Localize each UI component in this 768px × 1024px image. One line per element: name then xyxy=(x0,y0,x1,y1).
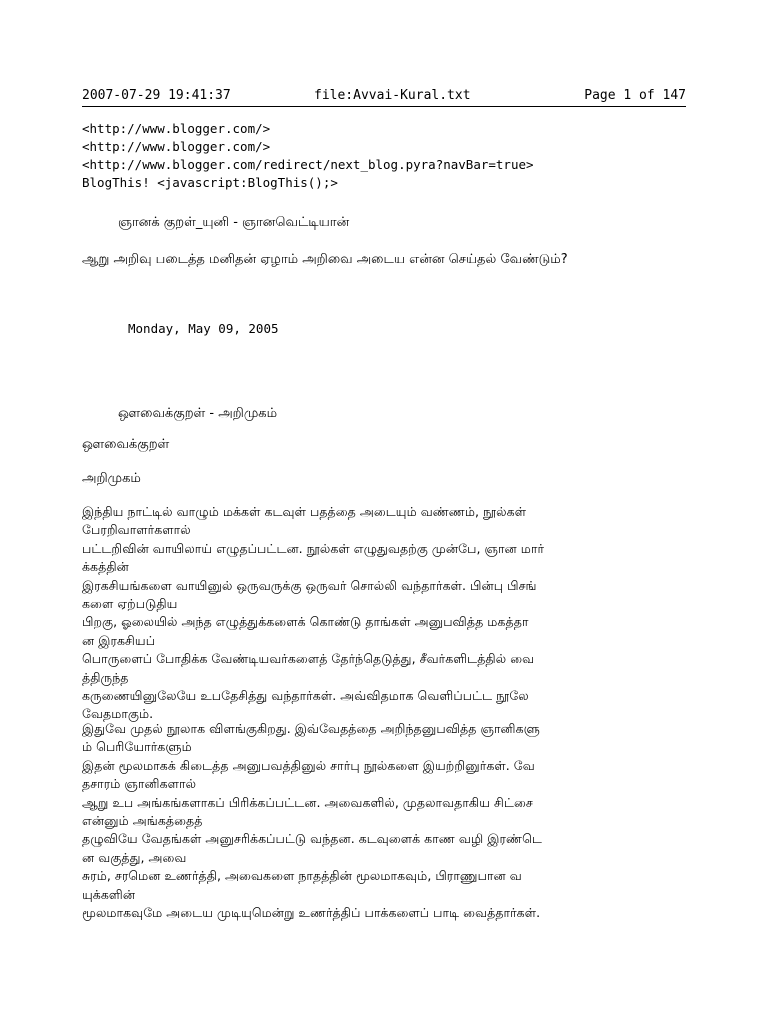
paragraph-line: மூலமாகவுமே அடைய முடியுமென்று உணர்த்திப் பாக்களைப் பாடி வைத்தார்கள். xyxy=(82,905,541,921)
paragraph-line: இரகசியங்களை வாயினுல் ஒருவருக்கு ஒருவர் சொல்லி வந்தார்கள். பின்பு பிசங் xyxy=(82,577,537,593)
timestamp: 2007-07-29 19:41:37 xyxy=(82,88,231,103)
paragraph-line: க்கத்தின் xyxy=(82,559,129,575)
page-number: Page 1 of 147 xyxy=(584,88,686,103)
paragraph-line: சுரம், சரமென உணர்த்தி, அவைகளை நாதத்தின் மூலமாகவும், பிராணுபான வ xyxy=(82,868,522,884)
heading-introduction: அறிமுகம் xyxy=(82,471,141,486)
paragraph-line: இதுவே முதல் நூலாக விளங்குகிறது. இவ்வேதத்தை அறிந்தனுபவித்த ஞானிகளு xyxy=(82,721,540,736)
paragraph-line: பேரறிவாளர்களால் xyxy=(82,522,191,538)
paragraph-line: இதன் மூலமாகக் கிடைத்த அனுபவத்தினுல் சார்பு நூல்களை இயற்றினுர்கள். வே xyxy=(82,757,535,773)
link-blogger-2: <http://www.blogger.com/> xyxy=(82,139,271,154)
paragraph-line: த்திருந்த xyxy=(82,669,129,685)
post-date: Monday, May 09, 2005 xyxy=(128,321,279,336)
link-blogthis: BlogThis! <javascript:BlogThis();> xyxy=(82,175,338,190)
paragraph-1 xyxy=(82,503,692,724)
paragraph-line: பட்டறிவின் வாயிலாய் எழுதப்பட்டன. நூல்கள் எழுதுவதற்கு முன்பே, ஞான மார் xyxy=(82,540,545,556)
paragraph-line: ன வகுத்து, அவை xyxy=(82,849,187,865)
paragraph-line: ம் பெரியோர்களும் xyxy=(82,739,192,755)
blog-title: ஞானக் குறள்_யுனி - ஞானவெட்டியான் xyxy=(118,215,350,230)
heading-avvaikural: ஔவைக்குறள் xyxy=(82,437,170,452)
paragraph-line: பொருளைப் போதிக்க வேண்டியவர்களைத் தேர்ந்தெடுத்து, சீவர்களிடத்தில் வை xyxy=(82,651,535,667)
link-blogger-1: <http://www.blogger.com/> xyxy=(82,121,271,136)
paragraph-line: இந்திய நாட்டில் வாழும் மக்கள் கடவுள் பதத்தை அடையும் வண்ணம், நூல்கள் xyxy=(82,504,527,519)
file-name: file:Avvai-Kural.txt xyxy=(314,88,471,103)
paragraph-line: களை ஏற்படுதிய xyxy=(82,596,178,612)
paragraph-line: கருணையினுலேயே உபதேசித்து வந்தார்கள். அவ்விதமாக வெளிப்பட்ட நூலே xyxy=(82,688,529,704)
link-next-blog: <http://www.blogger.com/redirect/next_blog.pyra?navBar=true> xyxy=(82,157,534,172)
blog-description: ஆறு அறிவு படைத்த மனிதன் ஏழாம் அறிவை அடைய என்ன செய்தல் வேண்டும்? xyxy=(82,252,568,267)
paragraph-line: வேதமாகும். xyxy=(82,706,154,722)
paragraph-line: யுக்களின் xyxy=(82,886,136,902)
paragraph-line: ன இரகசியப் xyxy=(82,632,156,648)
paragraph-line: பிறகு, ஓலையில் அந்த எழுத்துக்களைக் கொண்டு தாங்கள் அனுபவித்த மகத்தா xyxy=(82,614,529,630)
paragraph-line: தசாரம் ஞானிகளால் xyxy=(82,776,197,792)
paragraph-2 xyxy=(82,720,692,922)
paragraph-line: ஆறு உப அங்கங்களாகப் பிரிக்கப்பட்டன. அவைகளில், முதலாவதாகிய சிட்சை xyxy=(82,794,533,810)
paragraph-line: தழுவியே வேதங்கள் அனுசரிக்கப்பட்டு வந்தன. கடவுளைக் காண வழி இரண்டெ xyxy=(82,831,542,847)
post-title: ஔவைக்குறள் - அறிமுகம் xyxy=(118,406,278,421)
paragraph-line: என்னும் அங்கத்தைத் xyxy=(82,813,203,829)
header-rule xyxy=(82,106,686,107)
